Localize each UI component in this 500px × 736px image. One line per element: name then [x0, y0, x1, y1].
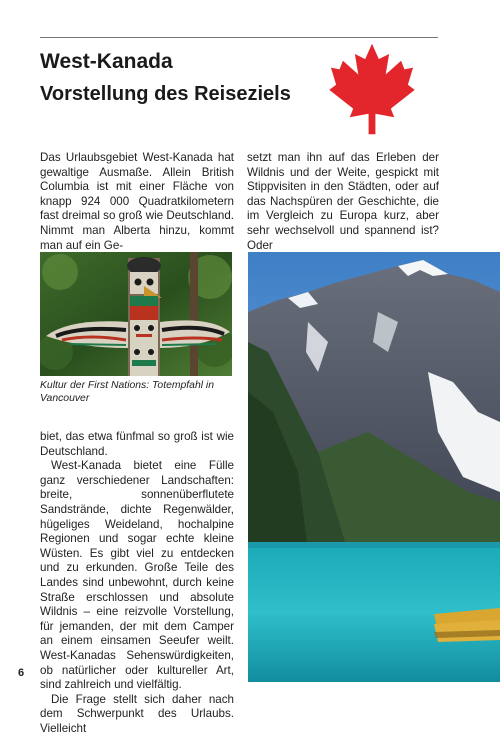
- photo-caption: Kultur der First Nations: Totempfahl in Vancouver: [40, 380, 215, 404]
- body-text-right-top: setzt man ihn auf das Erleben der Wildnis und der Weite, gespickt mit Stippvisiten in den Städten, oder auf das Nachspüren der Geschichte, die im Vergleich zu Europa kurz, aber sehr wechselvoll und spannend ist? Oder: [247, 151, 439, 252]
- body-text-left-bottom: [40, 430, 234, 736]
- paragraph-3: Die Frage stellt sich daher nach dem Schwerpunkt des Urlaubs. Vielleicht: [40, 692, 234, 735]
- totem-pole-photo: [40, 252, 232, 376]
- body-text-left-top: Das Urlaubsgebiet West-Kanada hat gewaltige Ausmaße. Allein British Columbia ist mit einer Fläche von knapp 924 000 Quadratkilometern fast dreimal so groß wie Deutschland. Nimmt man Alberta hinzu, kommt man auf ein Ge-: [40, 151, 234, 252]
- paragraph-2: West-Kanada bietet eine Fülle ganz verschiedener Landschaften: breite, sonnenüberflutete Sandstrände, dichte Regenwälder, hügeliges Weideland, hochalpine Regionen und sogar echte kleine Wüsten. Es gibt viel zu entdecken und zu erkunden. Große Teile des Landes sind unbewohnt, durch keine Straße erschlossen und absolute Wildnis – eine reizvolle Vorstellung, für jemanden, der mit dem Camper an einem einsamen Seeufer weilt. West-Kanadas Sehenswürdigkeiten, ob natürlicher oder kultureller Art, sind zahlreich und vielfältig.: [40, 459, 234, 692]
- page-subtitle: Vorstellung des Reiseziels: [40, 83, 291, 105]
- page-title: West-Kanada: [40, 50, 173, 73]
- mountain-lake-photo: [248, 252, 500, 682]
- paragraph-1: biet, das etwa fünfmal so groß ist wie Deutschland.: [40, 430, 234, 458]
- maple-leaf-icon: [329, 42, 415, 136]
- page-number: 6: [18, 667, 25, 679]
- top-rule: [40, 37, 438, 38]
